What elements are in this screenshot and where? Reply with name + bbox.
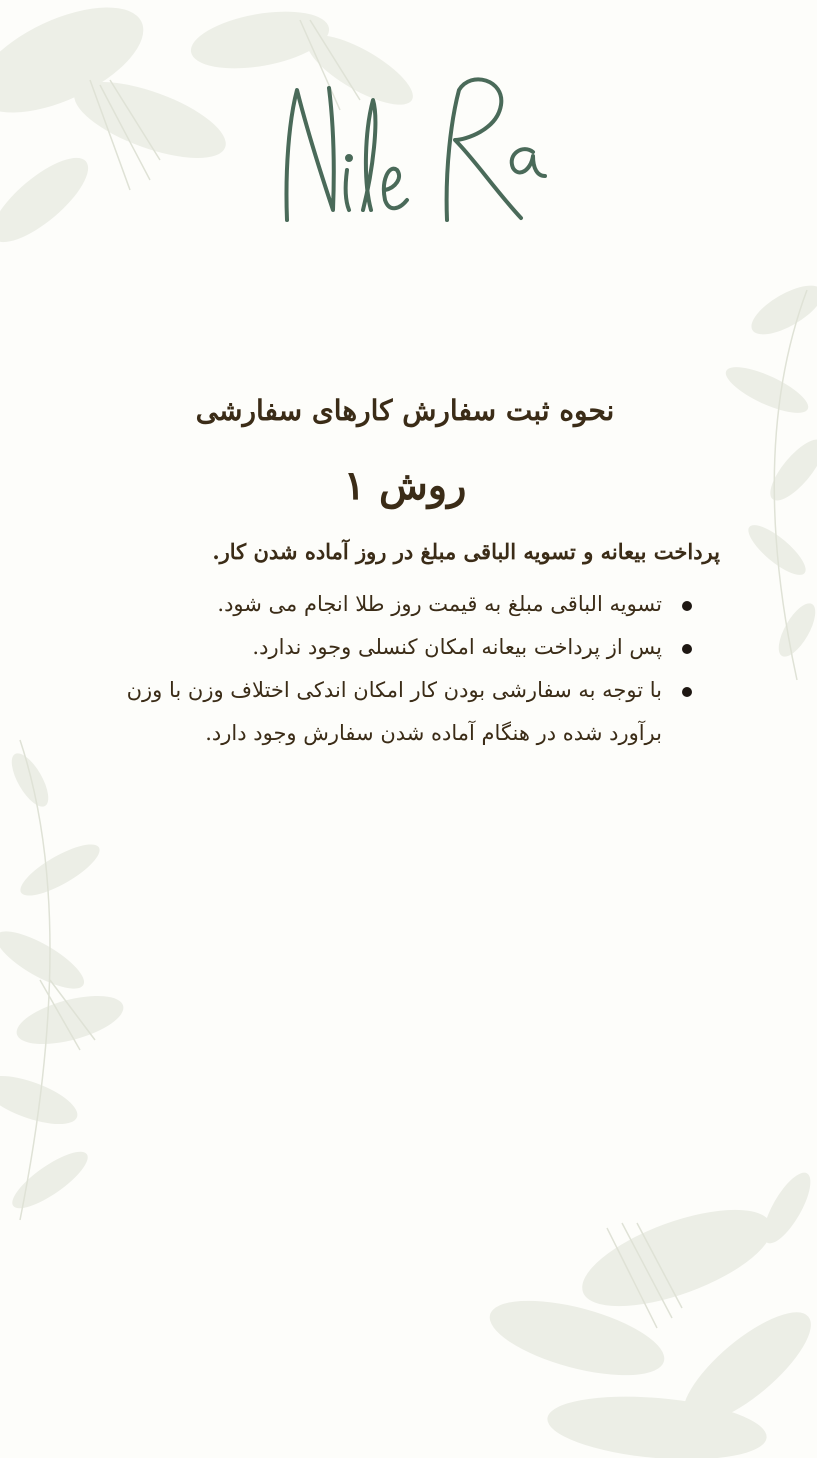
method-summary: پرداخت بیعانه و تسویه الباقی مبلغ در روز آماده شدن کار. bbox=[212, 539, 720, 564]
method-title: روش ۱ bbox=[343, 462, 467, 509]
conditions-list bbox=[90, 583, 720, 755]
list-item bbox=[90, 626, 720, 669]
page-title: نحوه ثبت سفارش کارهای سفارشی bbox=[195, 394, 615, 427]
bullet-dot-icon bbox=[682, 687, 692, 697]
list-item bbox=[90, 583, 720, 626]
content-block bbox=[90, 385, 720, 755]
nilera-logo bbox=[275, 60, 555, 240]
list-item-text: پس از پرداخت بیعانه امکان کنسلی وجود ندارد. bbox=[252, 635, 662, 659]
list-item-text: تسویه الباقی مبلغ به قیمت روز طلا انجام می شود. bbox=[217, 592, 662, 616]
bullet-dot-icon bbox=[682, 644, 692, 654]
bullet-dot-icon bbox=[682, 601, 692, 611]
floral-decoration-bottom-right bbox=[457, 1168, 817, 1458]
list-item bbox=[90, 669, 720, 755]
floral-decoration-left bbox=[0, 720, 150, 1240]
list-item-text: با توجه به سفارشی بودن کار امکان اندکی اختلاف وزن با وزن برآورد شده در هنگام آماده شدن سفارش وجود دارد. bbox=[126, 678, 662, 745]
